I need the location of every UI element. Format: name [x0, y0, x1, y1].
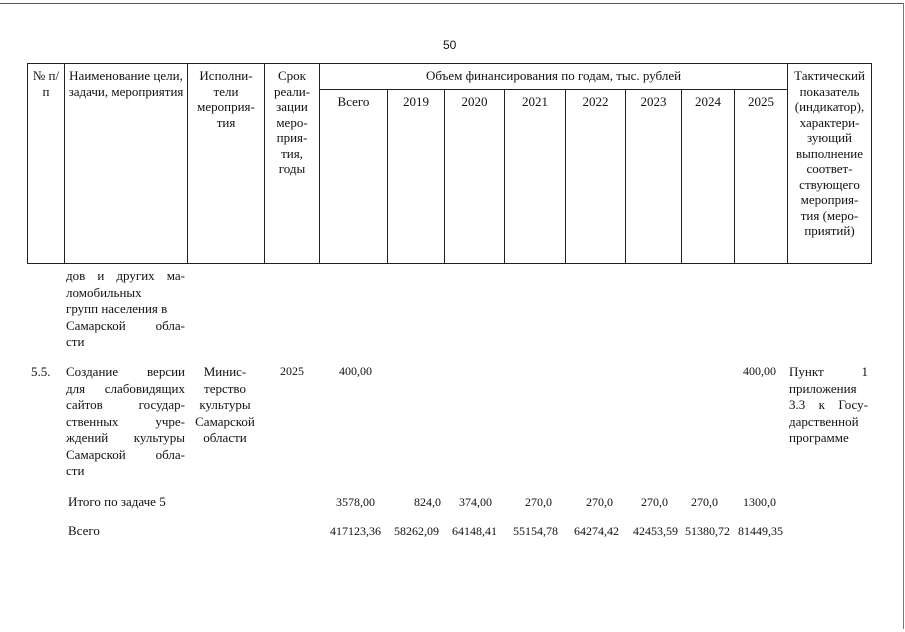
- header-col-indicator: Тактический показатель (индикатор), характери- зующий выполнение соответ- ствующего мероприя- тия (меро- приятий): [788, 64, 872, 264]
- continuation-line: Самарской обла-: [66, 317, 185, 333]
- row-5-5-name-line: ственных учре-: [66, 413, 185, 429]
- row-5-5-name-line: ждений культуры: [66, 430, 185, 445]
- header-col-term: Срок реали- зации меро- прия- тия, годы: [265, 64, 320, 264]
- row-5-5-number: 5.5.: [31, 364, 51, 379]
- grand-total-2023: 42453,59: [633, 524, 678, 538]
- row-5-5-executor-line: области: [203, 430, 247, 445]
- subtotal-2023: 270,0: [641, 495, 668, 509]
- row-5-5-indicator-line: 3.3 к Госу-: [789, 397, 868, 412]
- row-5-5-total: 400,00: [339, 364, 372, 378]
- grand-total-2024: 51380,72: [685, 524, 730, 538]
- grand-total-2019: 58262,09: [394, 524, 439, 538]
- row-5-5-executor-line: Самарской: [195, 413, 255, 429]
- row-5-5-executor-line: Минис-: [203, 364, 247, 379]
- row-5-5-name-line: сайтов государ-: [66, 397, 185, 412]
- row-5-5-term: 2025: [280, 364, 304, 378]
- subtotal-2025: 1300,0: [743, 495, 776, 509]
- row-5-5-name-line: Создание версии: [66, 364, 185, 379]
- subtotal-2019: 824,0: [414, 495, 441, 509]
- header-col-name: Наименование цели, задачи, мероприятия: [65, 64, 188, 264]
- continuation-line: групп населения в: [66, 301, 168, 316]
- header-year-2021: 2021: [505, 90, 566, 264]
- subtotal-2024: 270,0: [691, 495, 718, 509]
- row-5-5-executor-line: терство: [204, 380, 246, 396]
- subtotal-2022: 270,0: [586, 495, 613, 509]
- grand-total-2022: 64274,42: [574, 524, 619, 538]
- header-year-2019: 2019: [388, 90, 445, 264]
- row-5-5-indicator-line: программе: [789, 430, 849, 445]
- row-5-5-name-line: сти: [66, 463, 85, 478]
- grand-total-total: 417123,36: [330, 524, 381, 538]
- subtotal-2020: 374,00: [459, 495, 492, 509]
- header-year-2025: 2025: [735, 90, 788, 264]
- page-border-right: [903, 3, 904, 629]
- row-5-5-name: [66, 364, 185, 480]
- continuation-line: сти: [66, 334, 85, 349]
- continuation-text: [66, 268, 185, 351]
- page-border-top: [0, 3, 903, 4]
- header-col-num: № п/п: [28, 64, 65, 264]
- grand-total-2020: 64148,41: [452, 524, 497, 538]
- row-5-5-2025: 400,00: [743, 364, 776, 378]
- header-col-total: Всего: [320, 90, 388, 264]
- grand-total-2021: 55154,78: [513, 524, 558, 538]
- table-header: [27, 63, 872, 264]
- row-5-5-indicator-line: Пункт 1: [789, 364, 868, 379]
- subtotal-total: 3578,00: [336, 495, 375, 509]
- row-5-5-indicator: [789, 364, 868, 447]
- continuation-line: ломобильных: [66, 284, 142, 300]
- subtotal-label: Итого по задаче 5: [68, 494, 166, 509]
- row-5-5-executor: [186, 364, 264, 447]
- header-year-2024: 2024: [682, 90, 735, 264]
- continuation-line: дов и других ма-: [66, 268, 185, 283]
- grand-total-label: Всего: [68, 523, 100, 538]
- row-5-5-indicator-line: приложения: [789, 380, 857, 396]
- grand-total-2025: 81449,35: [738, 524, 783, 538]
- header-year-2022: 2022: [566, 90, 626, 264]
- row-5-5-name-line: Самарской обла-: [66, 446, 185, 462]
- subtotal-2021: 270,0: [525, 495, 552, 509]
- row-5-5-executor-line: культуры: [199, 397, 251, 412]
- header-col-finance: Объем финансирования по годам, тыс. рублей: [320, 64, 788, 90]
- header-col-executor: Исполни- тели мероприя- тия: [188, 64, 265, 264]
- row-5-5-name-line: для слабовидящих: [66, 380, 185, 396]
- header-year-2020: 2020: [445, 90, 505, 264]
- row-5-5-indicator-line: дарственной: [789, 413, 859, 429]
- page-number: 50: [443, 38, 457, 52]
- header-year-2023: 2023: [626, 90, 682, 264]
